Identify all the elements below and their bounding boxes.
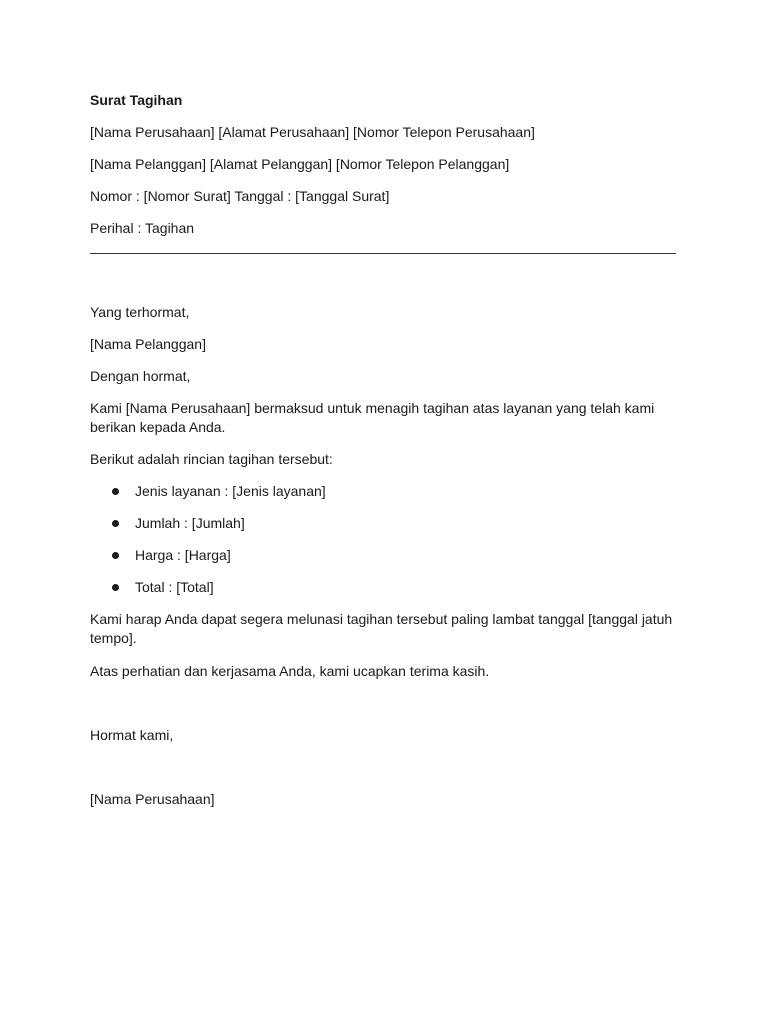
greeting: Dengan hormat,	[90, 368, 191, 384]
letter-subject: Perihal : Tagihan	[90, 220, 195, 236]
letter-number-date: Nomor : [Nomor Surat] Tanggal : [Tanggal Surat]	[90, 188, 390, 204]
closing: Hormat kami,	[90, 727, 174, 743]
details-intro: Berikut adalah rincian tagihan tersebut:	[90, 451, 333, 467]
payment-request-paragraph: Kami harap Anda dapat segera melunasi tagihan tersebut paling lambat tanggal [tanggal jatuh tempo].	[90, 611, 673, 646]
header-divider	[90, 253, 676, 254]
salutation: Yang terhormat,	[90, 304, 190, 320]
letter-title: Surat Tagihan	[90, 92, 183, 108]
list-item	[112, 578, 214, 597]
bullet-icon	[112, 488, 119, 495]
recipient-name: [Nama Pelanggan]	[90, 336, 206, 352]
bullet-icon	[112, 584, 119, 591]
bullet-icon	[112, 552, 119, 559]
thanks-paragraph: Atas perhatian dan kerjasama Anda, kami ucapkan terima kasih.	[90, 663, 490, 679]
list-item	[112, 514, 245, 533]
list-item-text: Harga : [Harga]	[135, 547, 231, 563]
company-info: [Nama Perusahaan] [Alamat Perusahaan] [Nomor Telepon Perusahaan]	[90, 124, 535, 140]
intro-paragraph: Kami [Nama Perusahaan] bermaksud untuk menagih tagihan atas layanan yang telah kami berikan kepada Anda.	[90, 400, 655, 435]
list-item	[112, 482, 326, 501]
list-item	[112, 546, 231, 565]
customer-info: [Nama Pelanggan] [Alamat Pelanggan] [Nomor Telepon Pelanggan]	[90, 156, 510, 172]
list-item-text: Total : [Total]	[135, 579, 214, 595]
bullet-icon	[112, 520, 119, 527]
list-item-text: Jenis layanan : [Jenis layanan]	[135, 483, 326, 499]
signature-name: [Nama Perusahaan]	[90, 791, 215, 807]
list-item-text: Jumlah : [Jumlah]	[135, 515, 245, 531]
